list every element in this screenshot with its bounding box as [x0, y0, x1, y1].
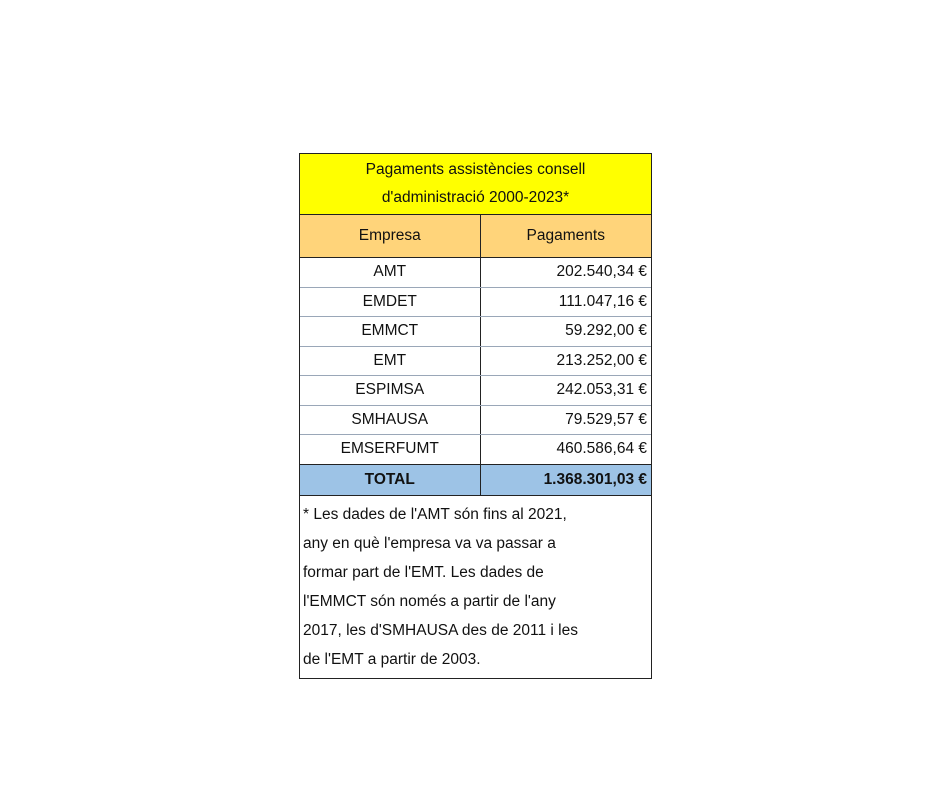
- cell-empresa: EMMCT: [300, 317, 480, 347]
- cell-empresa: ESPIMSA: [300, 376, 480, 406]
- cell-empresa: EMT: [300, 346, 480, 376]
- table-row: [300, 346, 651, 376]
- cell-pagament: 242.053,31 €: [480, 376, 651, 406]
- cell-empresa: EMDET: [300, 287, 480, 317]
- payments-table-sheet: [299, 153, 652, 679]
- column-header-empresa: Empresa: [300, 215, 480, 258]
- cell-pagament: 202.540,34 €: [480, 258, 651, 288]
- cell-pagament: 111.047,16 €: [480, 287, 651, 317]
- total-value: 1.368.301,03 €: [480, 464, 651, 495]
- total-row: [300, 464, 651, 495]
- table-title-line-1: Pagaments assistències consell: [365, 161, 586, 178]
- footnote-line: * Les dades de l'AMT són fins al 2021,: [303, 505, 567, 523]
- column-header-pagaments: Pagaments: [480, 215, 651, 258]
- table-row: [300, 435, 651, 465]
- footnote-line: 2017, les d'SMHAUSA des de 2011 i les: [303, 621, 578, 639]
- cell-pagament: 79.529,57 €: [480, 405, 651, 435]
- footnote-line: any en què l'empresa va va passar a: [303, 534, 556, 552]
- title-row: [300, 154, 651, 215]
- table-title-line-2: d'administració 2000-2023*: [381, 189, 570, 206]
- table-row: [300, 376, 651, 406]
- table-row: [300, 317, 651, 347]
- cell-empresa: AMT: [300, 258, 480, 288]
- cell-pagament: 460.586,64 €: [480, 435, 651, 465]
- footnote-line: l'EMMCT són només a partir de l'any: [303, 592, 556, 610]
- cell-empresa: SMHAUSA: [300, 405, 480, 435]
- cell-pagament: 59.292,00 €: [480, 317, 651, 347]
- footnote: [300, 495, 651, 678]
- note-row: [300, 495, 651, 678]
- table-title: [300, 154, 651, 215]
- table-row: [300, 287, 651, 317]
- footnote-line: formar part de l'EMT. Les dades de: [303, 563, 544, 581]
- footnote-line: de l'EMT a partir de 2003.: [303, 650, 481, 668]
- table-row: [300, 258, 651, 288]
- cell-pagament: 213.252,00 €: [480, 346, 651, 376]
- table-row: [300, 405, 651, 435]
- cell-empresa: EMSERFUMT: [300, 435, 480, 465]
- payments-table: [300, 154, 651, 678]
- header-row: [300, 215, 651, 258]
- total-label: TOTAL: [300, 464, 480, 495]
